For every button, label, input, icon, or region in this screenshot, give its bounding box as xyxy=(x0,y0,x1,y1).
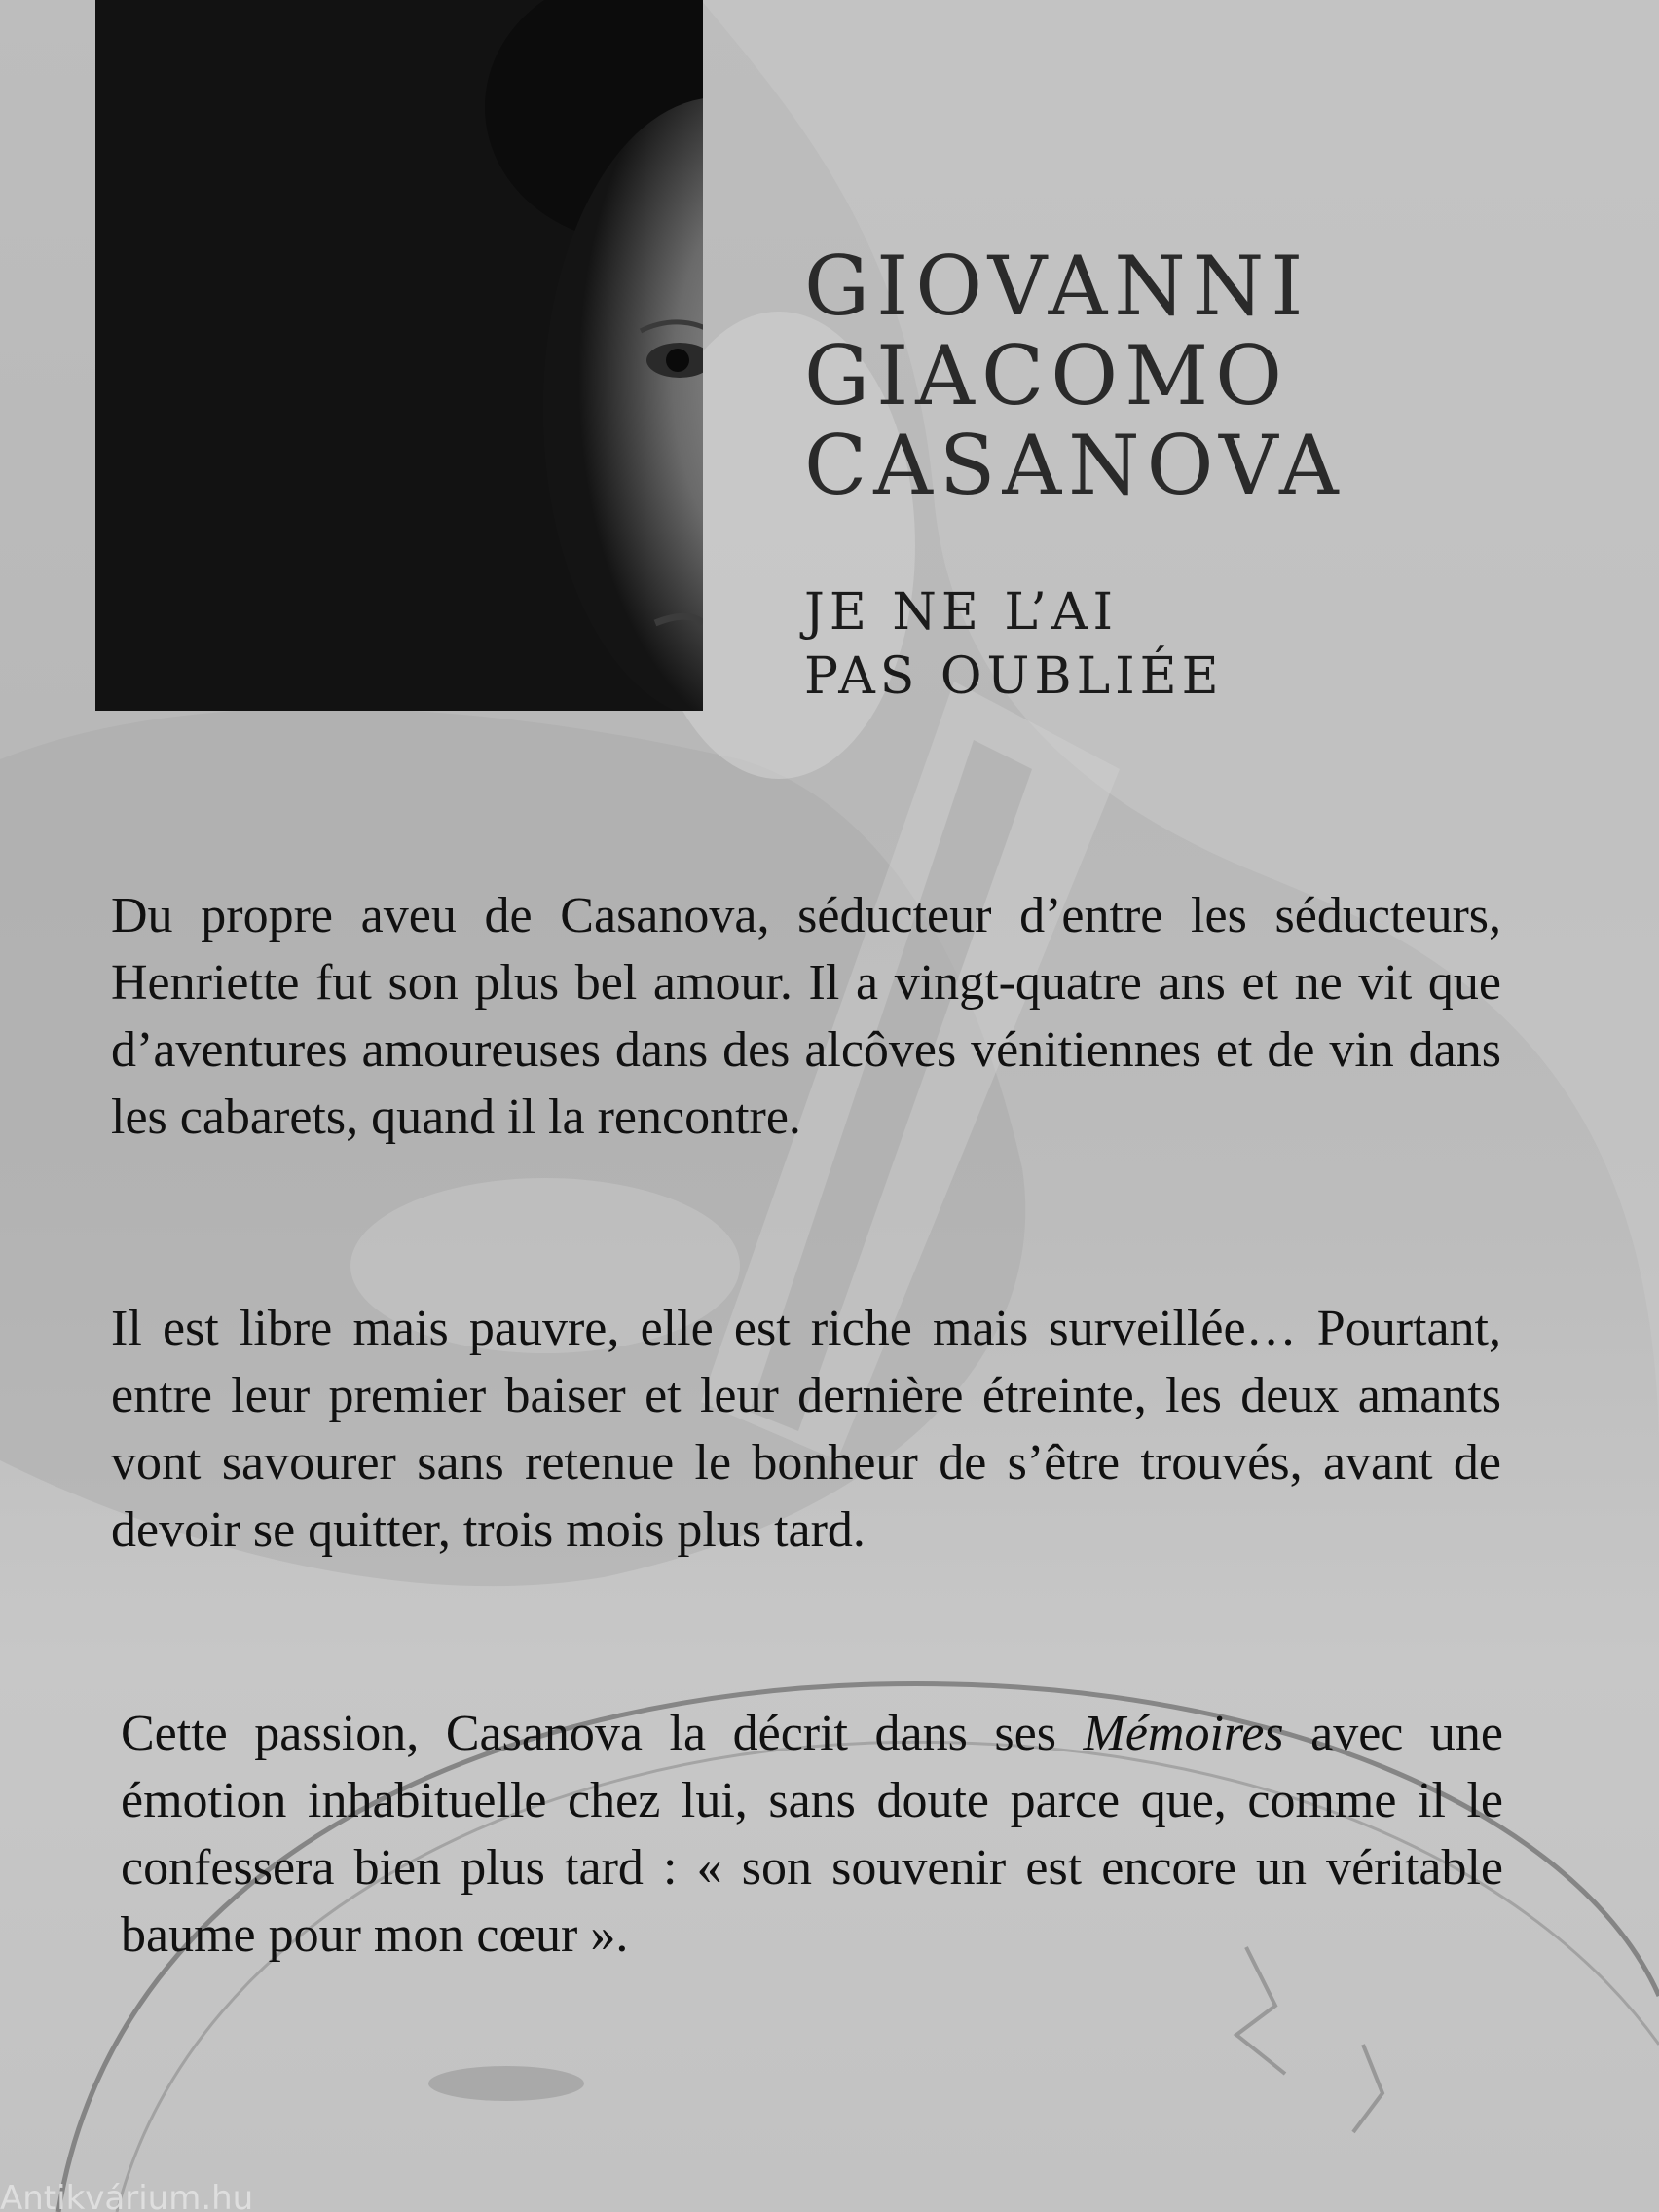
memoires-title: Mémoires xyxy=(1083,1706,1284,1761)
book-title-line-2: PAS OUBLIÉE xyxy=(804,647,1224,706)
book-title-line-1: JE NE L’AI xyxy=(804,583,1119,642)
book-title xyxy=(804,580,1486,709)
author-middle-name: GIACOMO xyxy=(804,328,1289,424)
author-name xyxy=(804,239,1505,513)
blurb-paragraph-2: Il est libre mais pauvre, elle est riche mais surveillée… Pourtant, entre leur premier baiser et leur dernière étreinte, les deux amants vont savourer sans retenue le bonheur de s’être trouvés, avant de devoir se quitter, trois mois plus tard. xyxy=(111,1301,1501,1558)
watermark: Antikvárium.hu xyxy=(0,2179,254,2212)
blurb-paragraph-3-start: Cette passion, Casanova la décrit dans ses xyxy=(121,1706,1084,1761)
blurb-paragraph-1: Du propre aveu de Casanova, séducteur d’entre les séducteurs, Henriette fut son plus bel amour. Il a vingt-quatre ans et ne vit que d’aventures amoureuses dans des alcôves vénitiennes et de vin dans les cabarets, quand il la rencontre. xyxy=(111,888,1501,1145)
blurb-paragraph-3 xyxy=(121,1700,1503,1969)
author-first-name: GIOVANNI xyxy=(804,239,1310,334)
portrait-photo xyxy=(95,0,703,711)
author-last-name: CASANOVA xyxy=(804,418,1346,513)
blurb-paragraph-3-end: avec une émotion inhabituelle chez lui, sans doute parce que, comme il le confessera bien plus tard : « son souvenir est encore un véritable baume pour mon cœur ». xyxy=(121,1706,1503,1963)
